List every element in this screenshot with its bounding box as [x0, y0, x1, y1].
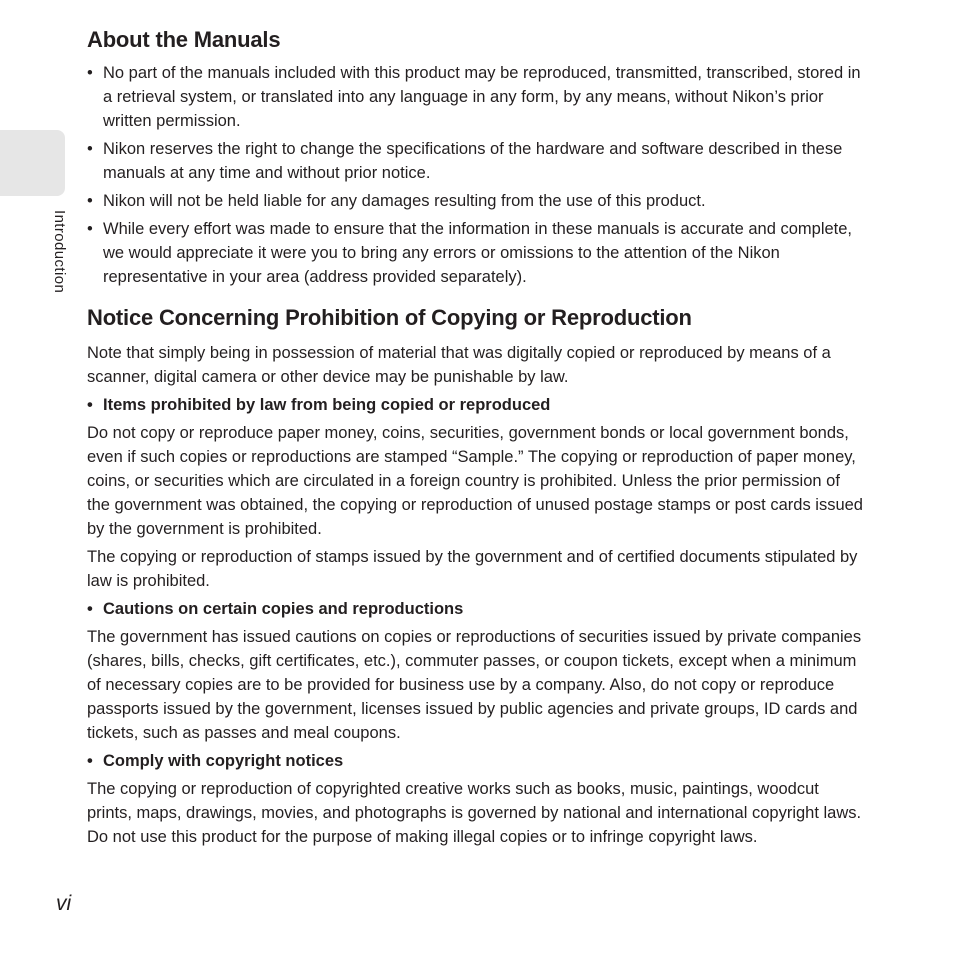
items-prohibited-subheading: [87, 393, 867, 417]
about-heading: About the Manuals: [87, 27, 281, 52]
section-label: Introduction: [51, 210, 68, 294]
page-number: vi: [56, 892, 72, 915]
about-bullet-list: [87, 61, 867, 289]
bullet-icon: •: [87, 396, 93, 414]
bullet-icon: •: [87, 140, 93, 158]
bullet-icon: •: [87, 220, 93, 238]
list-item-text: While every effort was made to ensure that the information in these manuals is accurate and complete, we would appreciate it were you to bring any errors or omissions to the attention of the Nikon representative in your area (address provided separately).: [103, 220, 853, 286]
subheading-text: Comply with copyright notices: [103, 752, 344, 770]
list-item: [87, 61, 867, 133]
items-paragraph-1: Do not copy or reproduce paper money, coins, securities, government bonds or local government bonds, even if such copies or reproductions are stamped “Sample.” The copying or reproduction of paper money, coins, or securities which are circulated in a foreign country is prohibited. Unless the prior permission of the government was obtained, the copying or reproduction of unused postage stamps or post cards issued by the government is prohibited.: [87, 424, 863, 538]
bullet-icon: •: [87, 752, 93, 770]
copyright-paragraph: The copying or reproduction of copyrighted creative works such as books, music, paintings, woodcut prints, maps, drawings, movies, and photographs is governed by national and international copyright laws. Do not use this product for the purpose of making illegal copies or to infringe copyright laws.: [87, 780, 862, 846]
items-paragraph-2: The copying or reproduction of stamps issued by the government and of certified documents stipulated by law is prohibited.: [87, 548, 858, 590]
copyright-subheading: [87, 749, 867, 773]
subheading-text: Items prohibited by law from being copied or reproduced: [103, 396, 551, 414]
list-item: [87, 217, 867, 289]
cautions-subheading: [87, 597, 867, 621]
list-item-text: Nikon reserves the right to change the specifications of the hardware and software described in these manuals at any time and without prior notice.: [103, 140, 843, 182]
section-tab: [0, 130, 65, 196]
notice-intro: Note that simply being in possession of material that was digitally copied or reproduced by means of a scanner, digital camera or other device may be punishable by law.: [87, 344, 831, 386]
list-item: [87, 137, 867, 185]
page-content: [87, 25, 867, 853]
bullet-icon: •: [87, 192, 93, 210]
bullet-icon: •: [87, 600, 93, 618]
bullet-icon: •: [87, 64, 93, 82]
subheading-text: Cautions on certain copies and reproductions: [103, 600, 464, 618]
cautions-paragraph: The government has issued cautions on copies or reproductions of securities issued by private companies (shares, bills, checks, gift certificates, etc.), commuter passes, or coupon tickets, except when a minimum of necessary copies are to be provided for business use by a company. Also, do not copy or reproduce passports issued by the government, licenses issued by public agencies and private groups, ID cards and tickets, such as passes and meal coupons.: [87, 628, 862, 742]
notice-heading: Notice Concerning Prohibition of Copying or Reproduction: [87, 305, 692, 330]
list-item: [87, 189, 867, 213]
list-item-text: No part of the manuals included with this product may be reproduced, transmitted, transcribed, stored in a retrieval system, or translated into any language in any form, by any means, without Nikon’s prior written permission.: [103, 64, 861, 130]
list-item-text: Nikon will not be held liable for any damages resulting from the use of this product.: [103, 192, 706, 210]
